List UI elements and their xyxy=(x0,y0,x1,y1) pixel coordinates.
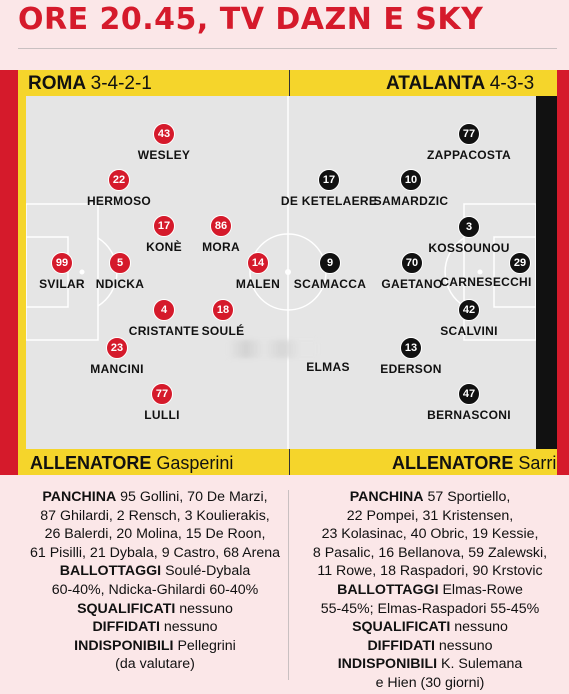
home-panchina-line-3: 26 Balerdi, 20 Molina, 15 De Roon, xyxy=(44,526,266,543)
away-team-name: ATALANTA xyxy=(386,73,485,94)
teams-header-bar xyxy=(18,70,557,96)
player-name: SCALVINI xyxy=(440,324,498,338)
player-name: SAMARDZIC xyxy=(373,194,449,208)
player-number: 86 xyxy=(210,215,232,237)
player-name: MALEN xyxy=(235,277,281,291)
atalanta-outer-stripe xyxy=(557,70,569,475)
home-squalificati-label: SQUALIFICATI xyxy=(77,600,176,617)
player-atalanta-bernasconi xyxy=(409,383,529,422)
player-name: CRISTANTE xyxy=(128,324,200,338)
player-name: MORA xyxy=(202,240,240,254)
player-number: 99 xyxy=(51,252,73,274)
player-number: 13 xyxy=(400,337,422,359)
player-number: 77 xyxy=(458,123,480,145)
player-name: WESLEY xyxy=(137,148,191,162)
player-name: HERMOSO xyxy=(86,194,152,208)
player-roma-hermoso xyxy=(59,169,179,208)
home-panchina-line-4: 61 Pisilli, 21 Dybala, 9 Castro, 68 Arena xyxy=(30,544,280,561)
player-number: 4 xyxy=(153,299,175,321)
away-indisponibili-label: INDISPONIBILI xyxy=(337,656,438,673)
home-coach-name: Gasperini xyxy=(156,453,234,473)
player-name: BERNASCONI xyxy=(427,408,511,422)
header-divider xyxy=(289,70,290,96)
away-coach-name: Sarri xyxy=(518,453,557,473)
player-name: EDERSON xyxy=(380,362,442,376)
away-panchina-line-5: 11 Rowe, 18 Raspadori, 90 Krstovic xyxy=(317,563,543,580)
home-coach-label: ALLENATORE xyxy=(30,453,152,473)
player-atalanta-kossounou xyxy=(409,216,529,255)
atalanta-black-stripe xyxy=(536,96,557,449)
roma-color-stripe xyxy=(0,70,18,475)
away-ballottaggi-line-2: 55-45%; Elmas-Raspadori 55-45% xyxy=(320,600,540,617)
home-panchina-label: PANCHINA xyxy=(42,489,117,505)
player-name: ELMAS xyxy=(306,360,350,374)
home-squalificati-text: nessuno xyxy=(179,600,233,617)
player-name: MANCINI xyxy=(90,362,144,376)
home-info xyxy=(22,488,288,674)
player-name: LULLI xyxy=(144,408,180,422)
player-number: 17 xyxy=(318,169,340,191)
home-indisponibili-line-1 xyxy=(22,637,288,656)
home-panchina-text: 95 Gollini, 70 De Marzi, xyxy=(120,489,268,505)
player-number: 18 xyxy=(212,299,234,321)
player-atalanta-ederson xyxy=(351,337,471,376)
home-diffidati-label: DIFFIDATI xyxy=(92,619,160,636)
headline: ORE 20.45, TV DAZN E SKY xyxy=(18,2,484,37)
player-roma-wesley xyxy=(104,123,224,162)
player-number: 3 xyxy=(458,216,480,238)
player-number: 22 xyxy=(108,169,130,191)
away-team-module: 4-3-3 xyxy=(489,73,535,94)
player-number: 5 xyxy=(109,252,131,274)
away-ballottaggi-text: Elmas-Rowe xyxy=(442,581,523,598)
player-atalanta-zappacosta xyxy=(409,123,529,162)
away-info xyxy=(297,488,563,693)
player-number: 29 xyxy=(509,252,531,274)
player-name: GAETANO xyxy=(381,277,443,291)
player-roma-soule xyxy=(163,299,283,338)
home-panchina-line-2: 87 Ghilardi, 2 Rensch, 3 Koulierakis, xyxy=(40,507,270,524)
away-squalificati-text: nessuno xyxy=(454,619,508,636)
carnesecchi-badge-wrap xyxy=(509,252,531,274)
home-ballottaggi-line-2: 60-40%, Ndicka-Ghilardi 60-40% xyxy=(51,581,259,598)
home-ballottaggi-line-1 xyxy=(22,562,288,581)
player-name: SVILAR xyxy=(39,277,85,291)
home-squalificati xyxy=(22,600,288,619)
away-panchina-line-1 xyxy=(297,488,563,507)
player-name: KOSSOUNOU xyxy=(428,241,510,255)
player-name: NDICKA xyxy=(95,277,145,291)
player-name: SOULÉ xyxy=(201,324,245,338)
away-team-header xyxy=(386,73,534,95)
away-squalificati xyxy=(297,618,563,637)
away-indisponibili-line-1 xyxy=(297,655,563,674)
away-coach-label: ALLENATORE xyxy=(392,453,514,473)
home-ballottaggi-text: Soulé-Dybala xyxy=(165,563,251,580)
pitch xyxy=(26,96,536,449)
away-diffidati-label: DIFFIDATI xyxy=(367,637,435,654)
player-name: ZAPPACOSTA xyxy=(427,148,511,162)
away-panchina-label: PANCHINA xyxy=(349,489,424,505)
player-number: 23 xyxy=(106,337,128,359)
away-panchina-line-2: 22 Pompei, 31 Kristensen, xyxy=(346,507,514,524)
info-separator xyxy=(288,490,289,680)
player-roma-ndicka xyxy=(60,252,180,291)
player-roma-mancini xyxy=(57,337,177,376)
home-coach xyxy=(30,453,233,474)
away-panchina-line-3: 23 Kolasinac, 40 Obric, 19 Kessie, xyxy=(321,526,539,543)
home-diffidati-text: nessuno xyxy=(163,619,218,636)
player-name: DE KETELAERE xyxy=(280,194,378,208)
headline-rule xyxy=(18,48,557,49)
away-indisponibili-text: K. Sulemana xyxy=(441,656,523,673)
roma-yellow-stripe xyxy=(18,96,26,449)
player-number: 70 xyxy=(401,252,423,274)
player-number: 77 xyxy=(151,383,173,405)
home-panchina-line-1 xyxy=(22,488,288,507)
player-number: 17 xyxy=(153,215,175,237)
away-ballottaggi-label: BALLOTTAGGI xyxy=(337,581,439,598)
player-number: 43 xyxy=(153,123,175,145)
home-indisponibili-text: Pellegrini xyxy=(177,637,236,654)
away-indisponibili-line-2: e Hien (30 giorni) xyxy=(375,674,485,691)
away-diffidati-text: nessuno xyxy=(438,637,493,654)
player-number: 10 xyxy=(400,169,422,191)
home-diffidati xyxy=(22,618,288,637)
away-panchina-text: 57 Sportiello, xyxy=(427,489,511,505)
player-atalanta-samardzic xyxy=(351,169,471,208)
away-diffidati xyxy=(297,637,563,656)
coaches-bar xyxy=(18,449,557,475)
home-team-header xyxy=(28,73,152,95)
home-team-name: ROMA xyxy=(28,73,86,94)
home-indisponibili-label: INDISPONIBILI xyxy=(74,637,174,654)
player-number: 9 xyxy=(319,252,341,274)
home-indisponibili-line-2: (da valutare) xyxy=(115,656,195,673)
home-team-module: 3-4-2-1 xyxy=(90,73,152,94)
player-roma-lulli xyxy=(102,383,222,422)
player-number: 47 xyxy=(458,383,480,405)
away-panchina-line-4: 8 Pasalic, 16 Bellanova, 59 Zalewski, xyxy=(312,544,548,561)
coaches-divider xyxy=(289,449,290,475)
player-number: 14 xyxy=(247,252,269,274)
home-ballottaggi-label: BALLOTTAGGI xyxy=(59,563,162,580)
player-name: KONÈ xyxy=(146,240,182,254)
player-roma-mora xyxy=(161,215,281,254)
away-ballottaggi-line-1 xyxy=(297,581,563,600)
player-atalanta-scalvini xyxy=(409,299,529,338)
away-squalificati-label: SQUALIFICATI xyxy=(352,619,451,636)
player-name: SCAMACCA xyxy=(293,277,367,291)
player-name: CARNESECCHI xyxy=(440,275,532,289)
player-number: 42 xyxy=(458,299,480,321)
away-coach xyxy=(392,453,556,474)
